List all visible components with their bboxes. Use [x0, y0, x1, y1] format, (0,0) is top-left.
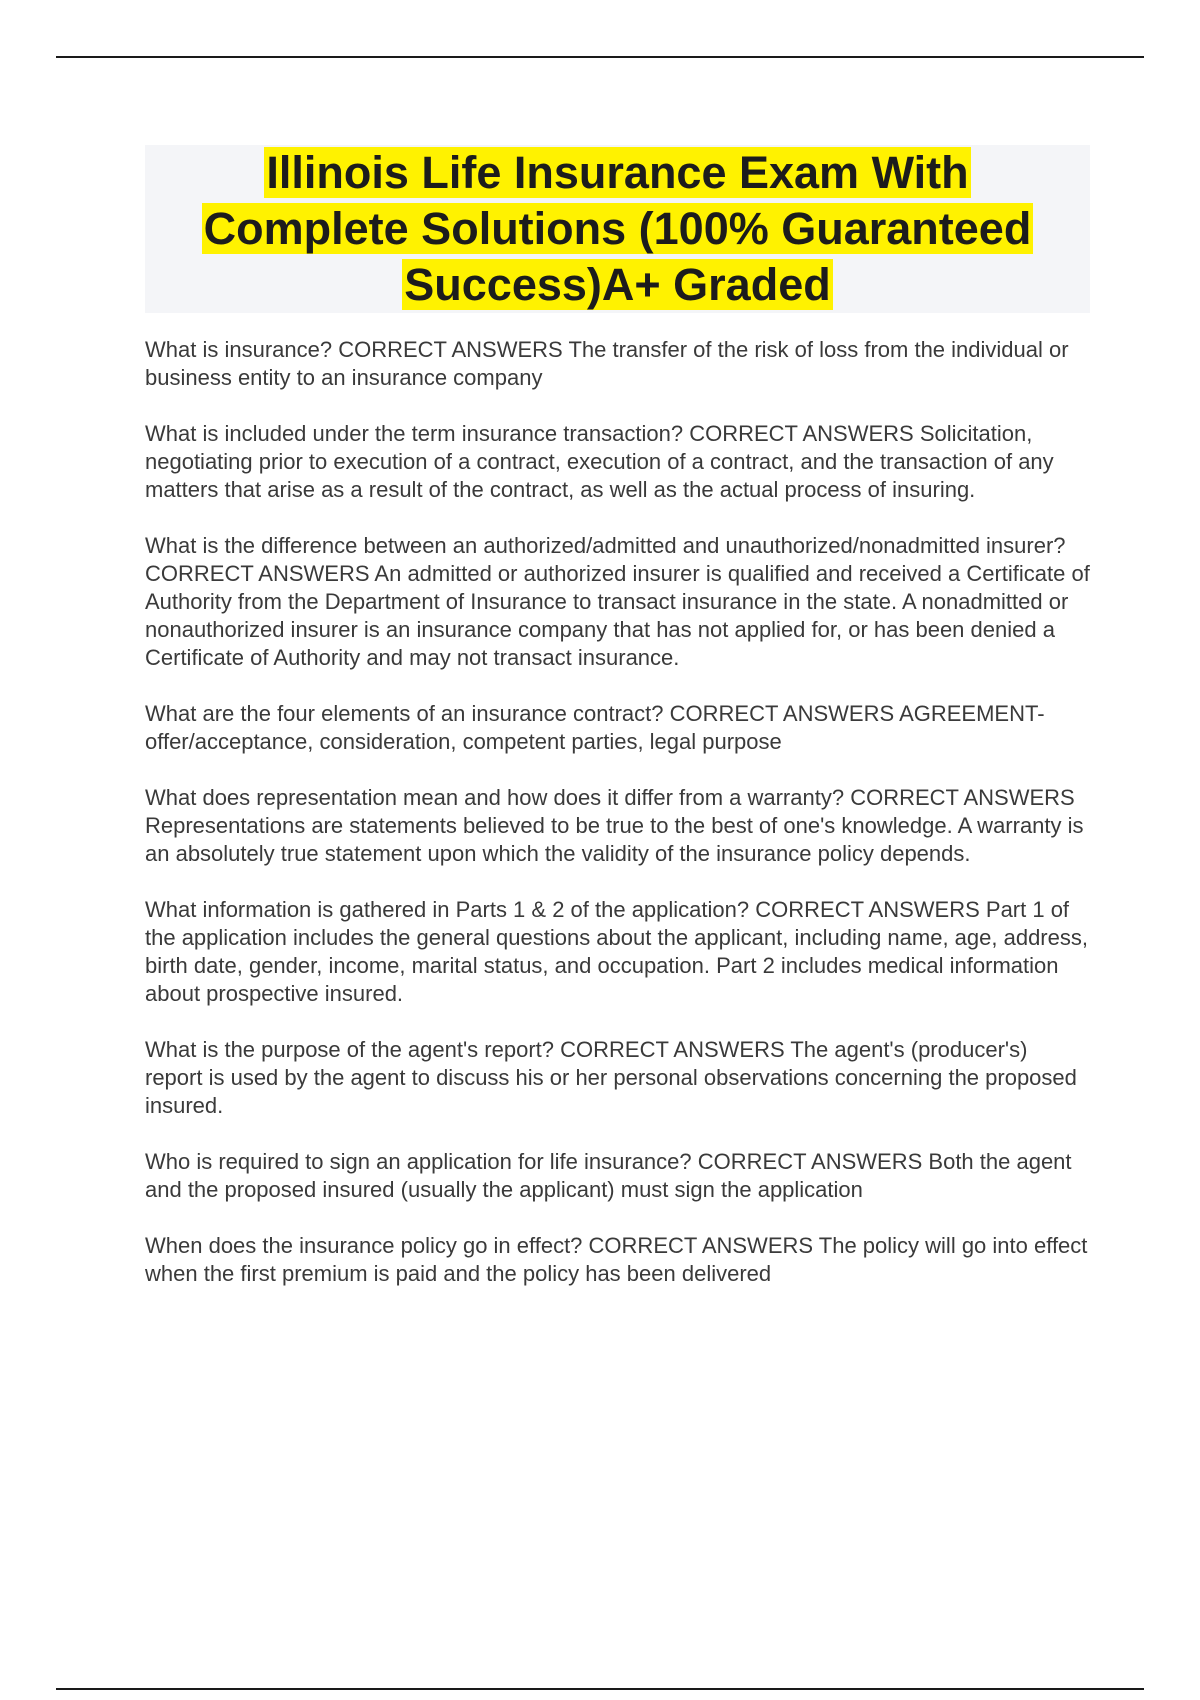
qa-item: [145, 1148, 1090, 1204]
answer-marker: CORRECT ANSWERS: [689, 421, 914, 446]
question-text: What does representation mean and how does it differ from a warranty?: [145, 785, 845, 810]
title-line: Illinois Life Insurance Exam With: [266, 147, 969, 198]
answer-marker: CORRECT ANSWERS: [145, 561, 370, 586]
question-text: What is the difference between an authorized/admitted and unauthorized/nonadmitted insurer?: [145, 533, 1066, 558]
qa-item: [145, 420, 1090, 504]
answer-marker: CORRECT ANSWERS: [697, 1149, 923, 1174]
answer-text: The agent's (producer's) report is used by the agent to discuss his or her personal observations concerning the proposed insured.: [145, 1037, 1077, 1118]
title-block: [145, 145, 1090, 313]
answer-text: The policy will go into effect when the first premium is paid and the policy has been delivered: [145, 1233, 1088, 1286]
question-text: What are the four elements of an insurance contract?: [145, 701, 664, 726]
answer-text: Both the agent and the proposed insured (usually the applicant) must sign the application: [145, 1149, 1072, 1202]
answer-marker: CORRECT ANSWERS: [755, 897, 980, 922]
question-text: What is the purpose of the agent's report?: [145, 1037, 554, 1062]
qa-item: [145, 784, 1090, 868]
answer-text: An admitted or authorized insurer is qualified and received a Certificate of Authority from the Department of Insurance to transact insurance in the state. A nonadmitted or nonauthorized insurer is an insurance company that has not applied for, or has been denied a Certificate of Authority and may not transact insurance.: [145, 561, 1090, 670]
bottom-rule: [56, 1688, 1144, 1690]
title-line: Complete Solutions (100% Guaranteed: [203, 203, 1032, 254]
answer-marker: CORRECT ANSWERS: [669, 701, 895, 726]
qa-item: [145, 532, 1090, 672]
title-line: Success)A+ Graded: [404, 259, 831, 310]
answer-text: AGREEMENT- offer/acceptance, consideration, competent parties, legal purpose: [145, 701, 1045, 754]
qa-item: [145, 700, 1090, 756]
answer-marker: CORRECT ANSWERS: [850, 785, 1075, 810]
question-text: What is included under the term insurance transaction?: [145, 421, 684, 446]
answer-text: Part 1 of the application includes the general questions about the applicant, including name, age, address, birth date, gender, income, marital status, and occupation. Part 2 includes medical information about prospective insured.: [145, 897, 1088, 1006]
question-text: Who is required to sign an application for life insurance?: [145, 1149, 692, 1174]
question-text: What information is gathered in Parts 1 & 2 of the application?: [145, 897, 750, 922]
answer-text: The transfer of the risk of loss from the individual or business entity to an insurance company: [145, 337, 1069, 390]
qa-list: [145, 336, 1090, 1316]
answer-text: Representations are statements believed to be true to the best of one's knowledge. A warranty is an absolutely true statement upon which the validity of the insurance policy depends.: [145, 813, 1084, 866]
answer-marker: CORRECT ANSWERS: [338, 337, 563, 362]
qa-item: [145, 1036, 1090, 1120]
question-text: When does the insurance policy go in effect?: [145, 1233, 583, 1258]
top-rule: [56, 56, 1144, 58]
qa-item: [145, 1232, 1090, 1288]
qa-item: [145, 336, 1090, 392]
document-title: [145, 145, 1090, 313]
answer-marker: CORRECT ANSWERS: [588, 1233, 814, 1258]
answer-marker: CORRECT ANSWERS: [560, 1037, 785, 1062]
answer-text: Solicitation, negotiating prior to execution of a contract, execution of a contract, and the transaction of any matters that arise as a result of the contract, as well as the actual process of insuring.: [145, 421, 1054, 502]
qa-item: [145, 896, 1090, 1008]
question-text: What is insurance?: [145, 337, 333, 362]
